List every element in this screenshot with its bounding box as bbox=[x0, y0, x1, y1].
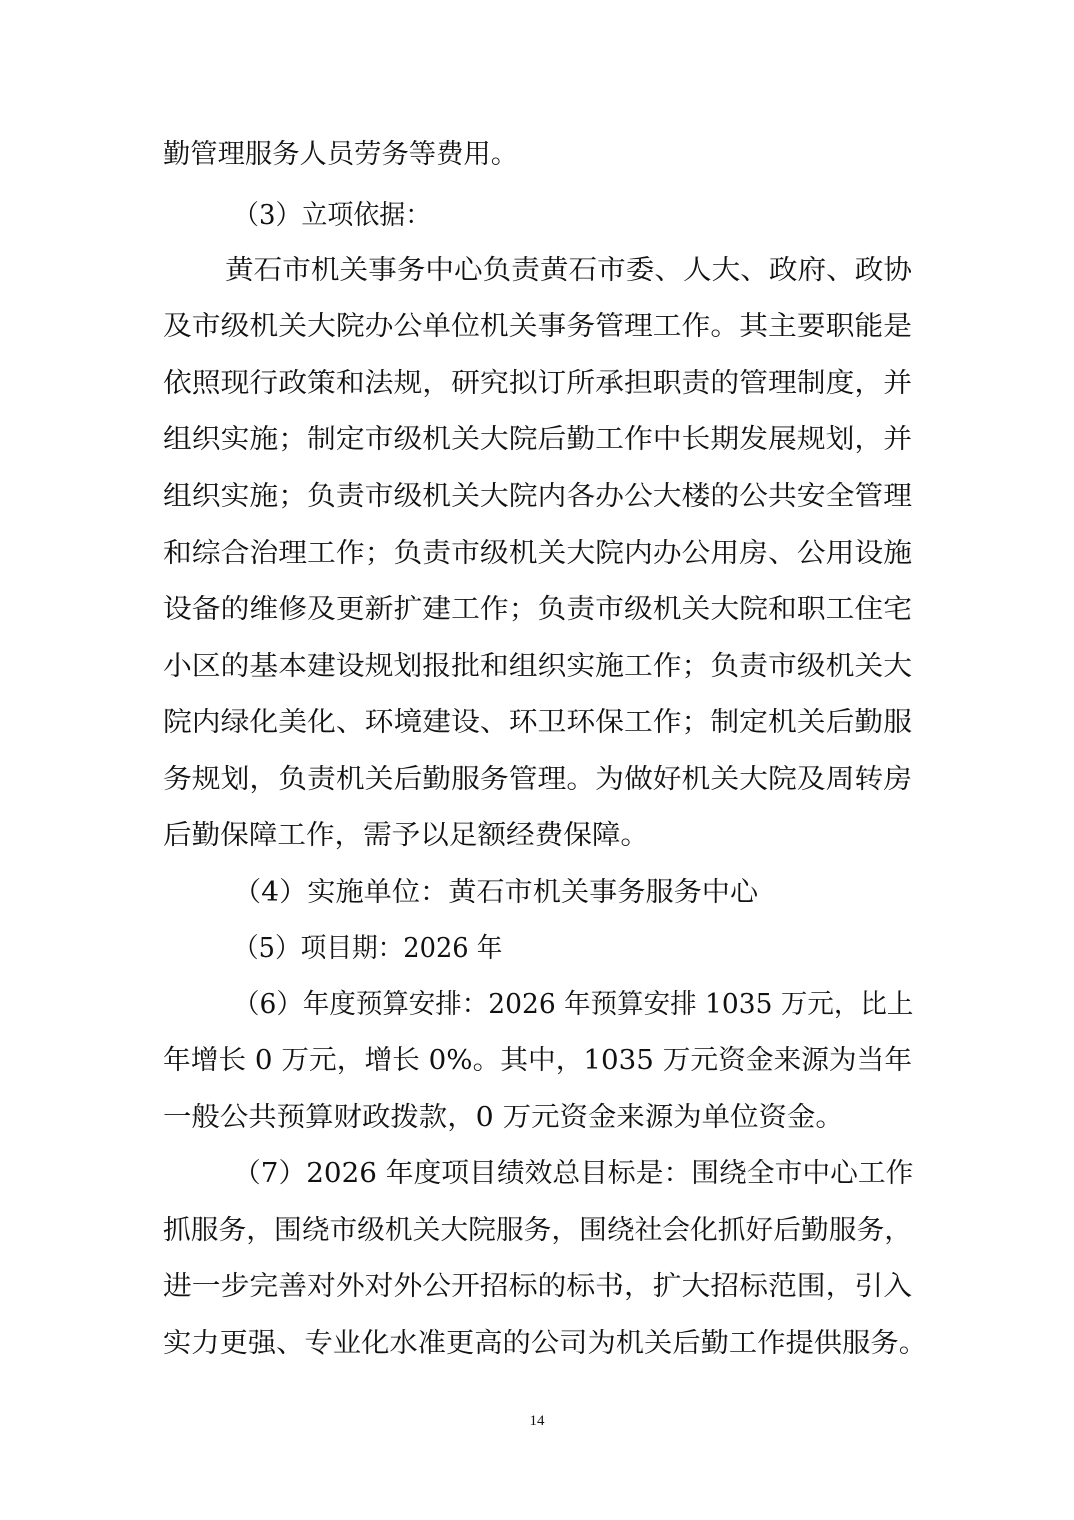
text-line: （3）立项依据： bbox=[233, 200, 432, 231]
text-line: （7）2026 年度项目绩效总目标是：围绕全市中心工作 bbox=[233, 1158, 914, 1189]
text-line: 组织实施；负责市级机关大院内各办公大楼的公共安全管理 bbox=[163, 481, 913, 512]
text-line: 院内绿化美化、环境建设、环卫环保工作；制定机关后勤服 bbox=[163, 707, 913, 738]
text-line: 勤管理服务人员劳务等费用。 bbox=[163, 139, 519, 170]
text-line: 设备的维修及更新扩建工作；负责市级机关大院和职工住宅 bbox=[163, 594, 913, 625]
text-line: 进一步完善对外对外公开招标的标书，扩大招标范围，引入 bbox=[163, 1271, 913, 1302]
text-line: （5）项目期：2026 年 bbox=[233, 933, 503, 964]
text-line: 组织实施；制定市级机关大院后勤工作中长期发展规划，并 bbox=[163, 424, 913, 455]
text-line: 抓服务，围绕市级机关大院服务，围绕社会化抓好后勤服务， bbox=[163, 1215, 912, 1246]
text-line: 小区的基本建设规划报批和组织实施工作；负责市级机关大 bbox=[163, 651, 913, 682]
text-line: 实力更强、专业化水准更高的公司为机关后勤工作提供服务。 bbox=[163, 1328, 927, 1359]
page-number: 14 bbox=[529, 1413, 545, 1429]
text-line: 黄石市机关事务中心负责黄石市委、人大、政府、政协 bbox=[225, 255, 913, 286]
text-line: 和综合治理工作；负责市级机关大院内办公用房、公用设施 bbox=[163, 538, 913, 569]
text-line: 务规划，负责机关后勤服务管理。为做好机关大院及周转房 bbox=[163, 764, 913, 795]
text-line: （6）年度预算安排：2026 年预算安排 1035 万元，比上 bbox=[233, 989, 914, 1020]
text-line: 及市级机关大院办公单位机关事务管理工作。其主要职能是 bbox=[163, 311, 913, 342]
text-line: 年增长 0 万元，增长 0%。其中，1035 万元资金来源为当年 bbox=[163, 1045, 913, 1076]
text-line: 后勤保障工作，需予以足额经费保障。 bbox=[163, 820, 649, 851]
text-line: 一般公共预算财政拨款，0 万元资金来源为单位资金。 bbox=[163, 1102, 844, 1133]
text-line: 依照现行政策和法规，研究拟订所承担职责的管理制度，并 bbox=[163, 368, 913, 399]
text-line: （4）实施单位：黄石市机关事务服务中心 bbox=[233, 877, 759, 908]
